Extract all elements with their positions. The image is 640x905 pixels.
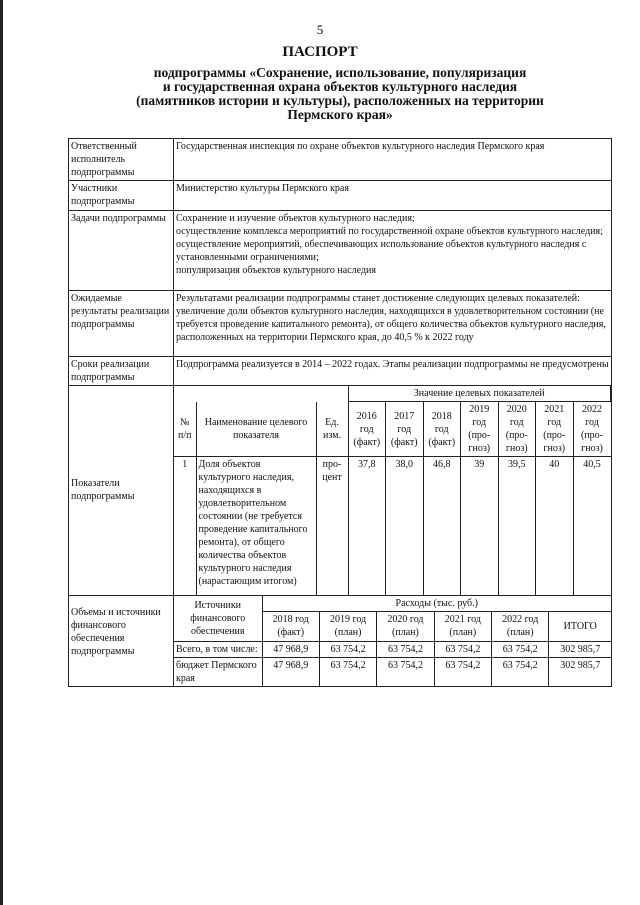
row-label: Задачи подпрограммы xyxy=(69,211,174,291)
cell-source: бюджет Пермского края xyxy=(174,657,262,686)
cell-value: 63 754,2 xyxy=(434,657,491,686)
col-header: Источники финансового обеспечения xyxy=(174,596,262,642)
cell-value: 47 968,9 xyxy=(262,657,319,686)
row-label: Ожидаемые результаты реализации подпрограммы xyxy=(69,291,174,357)
col-header: № п/п xyxy=(174,402,196,457)
table-row xyxy=(69,291,612,357)
funding-cell xyxy=(174,595,612,686)
cell-value: 63 754,2 xyxy=(492,657,549,686)
col-header: 2017 год (факт) xyxy=(386,402,424,457)
cell-value: 63 754,2 xyxy=(319,657,376,686)
col-header: ИТОГО xyxy=(549,611,611,641)
passport-table xyxy=(68,138,612,687)
cell-value: 38,0 xyxy=(386,457,424,595)
row-value: Подпрограмма реализуется в 2014 – 2022 годах. Этапы реализации подпрограммы не предусмотрены xyxy=(174,357,612,386)
funding-table xyxy=(174,596,611,686)
col-header: 2021 год (план) xyxy=(434,611,491,641)
col-header: 2022 год (план) xyxy=(492,611,549,641)
scan-edge xyxy=(0,0,3,905)
subtitle-line: (памятников истории и культуры), расположенных на территории xyxy=(136,93,544,108)
col-header: 2020 год (план) xyxy=(377,611,434,641)
indicators-table xyxy=(174,386,611,595)
table-row xyxy=(174,457,611,595)
task-item: популяризация объектов культурного наследия xyxy=(176,265,376,276)
table-row xyxy=(69,595,612,686)
page-number: 5 xyxy=(316,22,324,37)
task-item: осуществление комплекса мероприятий по государственной охране объектов культурного наследия; xyxy=(176,226,603,237)
table-row xyxy=(69,139,612,181)
page-subtitle xyxy=(80,66,600,122)
cell-value: 39,5 xyxy=(498,457,536,595)
subtitle-line: Пермского края» xyxy=(287,107,393,122)
cell-total: 302 985,7 xyxy=(549,657,611,686)
row-label: Участники подпрограммы xyxy=(69,181,174,211)
cell-total: 302 985,7 xyxy=(549,641,611,657)
col-header: Ед. изм. xyxy=(316,402,348,457)
task-item: осуществление мероприятий, обеспечивающих использование объектов культурного наследия с установленными ограничениями; xyxy=(176,239,587,263)
funding-group-header: Расходы (тыс. руб.) xyxy=(262,596,611,612)
row-value: Государственная инспекция по охране объектов культурного наследия Пермского края xyxy=(174,139,612,181)
cell-value: 63 754,2 xyxy=(492,641,549,657)
row-value xyxy=(174,211,612,291)
col-header: 2019 год (про-гноз) xyxy=(461,402,499,457)
col-header: 2020 год (про-гноз) xyxy=(498,402,536,457)
subtitle-line: и государственная охрана объектов культурного наследия xyxy=(162,79,518,94)
cell-value: 63 754,2 xyxy=(319,641,376,657)
row-label: Ответственный исполнитель подпрограммы xyxy=(69,139,174,181)
col-header: 2016 год (факт) xyxy=(348,402,386,457)
indicators-group-header: Значение целевых показателей xyxy=(348,386,611,402)
cell-value: 63 754,2 xyxy=(434,641,491,657)
col-header: 2018 год (факт) xyxy=(423,402,461,457)
cell-indicator-name: Доля объектов культурного наследия, находящихся в удовлетворительном состоянии (не требуется проведение капитального ремонта), от общего количества объектов культурного наследия (нарастающим итогом) xyxy=(196,457,316,595)
cell-value: 39 xyxy=(461,457,499,595)
cell-value: 47 968,9 xyxy=(262,641,319,657)
subtitle-line: подпрограммы «Сохранение, использование, популяризация xyxy=(153,65,527,80)
table-row xyxy=(174,657,611,686)
row-label: Сроки реализации подпрограммы xyxy=(69,357,174,386)
table-row xyxy=(69,211,612,291)
col-header: 2019 год (план) xyxy=(319,611,376,641)
col-header: 2018 год (факт) xyxy=(262,611,319,641)
cell-unit: про-цент xyxy=(316,457,348,595)
row-value: Министерство культуры Пермского края xyxy=(174,181,612,211)
cell-value: 46,8 xyxy=(423,457,461,595)
task-item: Сохранение и изучение объектов культурного наследия; xyxy=(176,213,415,224)
cell-no: 1 xyxy=(174,457,196,595)
page-title: ПАСПОРТ xyxy=(282,44,358,60)
row-value: Результатами реализации подпрограммы станет достижение следующих целевых показателей: увеличение доли объектов культурного наследия, находящихся в удовлетворительном состоянии (не требуется проведение капитального ремонта), от общего количества объектов культурного наследия, расположенных на территории Пермского края, до 40,5 % к 2022 году xyxy=(174,291,612,357)
table-row xyxy=(174,641,611,657)
indicators-cell xyxy=(174,386,612,596)
table-row xyxy=(69,386,612,596)
table-row xyxy=(69,181,612,211)
cell-value: 37,8 xyxy=(348,457,386,595)
row-label: Объемы и источники финансового обеспечения подпрограммы xyxy=(69,595,174,686)
cell-value: 63 754,2 xyxy=(377,641,434,657)
cell-value: 40 xyxy=(536,457,574,595)
cell-value: 40,5 xyxy=(573,457,611,595)
col-header: 2022 год (про-гноз) xyxy=(573,402,611,457)
col-header: Наименование целевого показателя xyxy=(196,402,316,457)
table-row xyxy=(69,357,612,386)
cell-value: 63 754,2 xyxy=(377,657,434,686)
row-label: Показатели подпрограммы xyxy=(69,386,174,596)
cell-source: Всего, в том числе: xyxy=(174,641,262,657)
col-header: 2021 год (про-гноз) xyxy=(536,402,574,457)
